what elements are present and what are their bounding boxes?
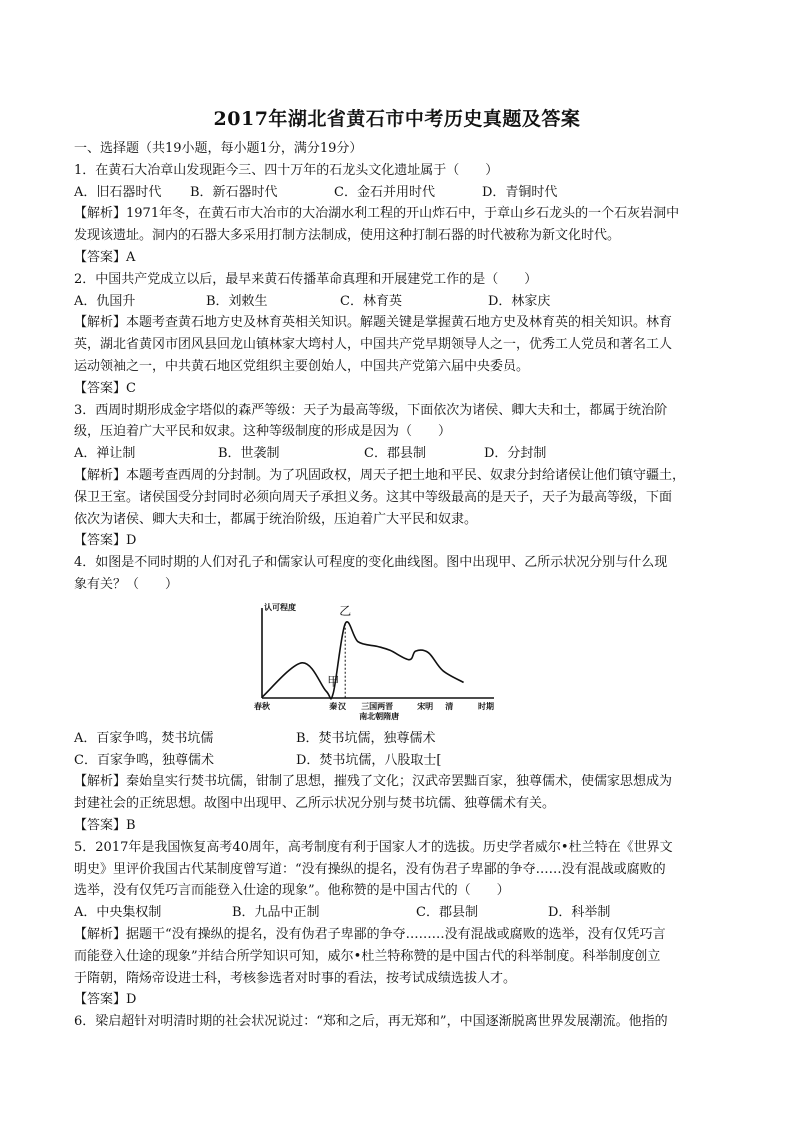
q5-analysis-line: 而能登入仕途的现象”并结合所学知识可知，威尔•杜兰特称赞的是中国古代的科举制度。科举制度创立 [74, 948, 661, 964]
q3-stem-line: 3．西周时期形成金字塔似的森严等级：天子为最高等级，下面依次为诸侯、卿大夫和士，都属于统治阶 [74, 402, 668, 418]
q5-stem-line: 明史》里评价我国古代某制度曾写道：“没有操纵的提名，没有伪君子卑鄙的争夺……没有混战或腐败的 [74, 861, 666, 877]
q5-options [74, 902, 726, 924]
q2-stem: 2．中国共产党成立以后，最早来黄石传播革命真理和开展建党工作的是（ ） [74, 271, 538, 287]
x-axis-label: 时期 [478, 701, 494, 711]
chart-annotation: 甲 [327, 674, 340, 689]
q4-option-d: D．焚书坑儒，八股取士[ [296, 752, 442, 768]
q2-analysis-line: 英，湖北省黄冈市团风县回龙山镇林家大塆村人，中国共产党早期领导人之一，优秀工人党员和著名工人 [74, 337, 673, 353]
chart-annotation: 乙 [339, 603, 352, 618]
q4-stem-line: 4．如图是不同时期的人们对孔子和儒家认可程度的变化曲线图。图中出现甲、乙所示状况分别与什么现 [74, 555, 668, 571]
q4-options-row [74, 728, 726, 750]
document-title: 2017年湖北省黄石市中考历史真题及答案 [213, 108, 581, 130]
q1-option-a: A．旧石器时代 [74, 184, 162, 200]
q1-options [74, 182, 726, 204]
q4-stem-line: 象有关？（ ） [74, 576, 179, 592]
q5-analysis-line: 于隋朝，隋炀帝设进士科，考核参选者对时事的看法，按考试成绩选拔人才。 [74, 970, 517, 986]
q5-option-d: D．科举制 [548, 905, 611, 921]
q3-analysis-line: 保卫王室。诸侯国受分封同时必须向周天子承担义务。这其中等级最高的是天子，天子为最高等级，下面 [74, 489, 673, 505]
q2-option-c: C．林育英 [340, 293, 402, 309]
q2-answer: 【答案】C [74, 380, 136, 396]
q4-analysis-line: 封建社会的正统思想。故图中出现甲、乙所示状况分别与焚书坑儒、独尊儒术有关。 [74, 796, 556, 812]
x-tick-label: 秦 [329, 701, 338, 711]
q3-options [74, 443, 726, 465]
q1-analysis-line: 发现该遗址。洞内的石器大多采用打制方法制成，使用这种打制石器的时代被称为新文化时代。 [74, 228, 621, 244]
q2-option-d: D．林家庆 [488, 293, 551, 309]
q4-chart [74, 602, 726, 724]
q4-answer: 【答案】B [74, 817, 136, 833]
x-tick-label: 三国两晋 [361, 701, 394, 711]
q4-option-a: A．百家争鸣，焚书坑儒 [74, 730, 214, 746]
section-heading: 一、选择题（共19小题，每小题1分，满分19分） [74, 141, 363, 156]
q3-option-b: B．世袭制 [218, 446, 280, 462]
q2-options [74, 291, 726, 313]
q5-answer: 【答案】D [74, 992, 137, 1008]
acceptance-curve-chart [234, 602, 534, 724]
q5-stem-line: 5．2017年是我国恢复高考40周年，高考制度有利于国家人才的选拔。历史学者威尔•杜兰特在《世界文 [74, 839, 673, 855]
q5-stem-line: 选举，没有仅凭巧言而能登入仕途的现象”。他称赞的是中国古代的（ ） [74, 883, 510, 899]
q3-option-c: C．郡县制 [364, 446, 426, 462]
x-tick-label: 宋明 [417, 701, 434, 711]
x-tick-label: 春秋 [254, 701, 270, 711]
x-tick-label: 南北朝隋唐 [359, 711, 400, 721]
q5-analysis-line: 【解析】据题干“没有操纵的提名，没有伪君子卑鄙的争夺………没有混战或腐败的选举，没有仅凭巧言 [74, 926, 666, 942]
q4-analysis-line: 【解析】秦始皇实行焚书坑儒，钳制了思想，摧残了文化；汉武帝罢黜百家，独尊儒术，使儒家思想成为 [74, 774, 673, 790]
q1-analysis-line: 【解析】1971年冬，在黄石市大冶市的大冶湖水利工程的开山炸石中，于章山乡石龙头的一个石灰岩洞中 [74, 206, 680, 222]
q2-option-b: B．刘敕生 [206, 293, 268, 309]
q1-option-d: D．青铜时代 [482, 184, 558, 200]
q6-stem-line: 6．梁启超针对明清时期的社会状况说过：“郑和之后，再无郑和”，中国逐渐脱离世界发展潮流。他指的 [74, 1014, 668, 1030]
q2-analysis-line: 运动领袖之一，中共黄石地区党组织主要创始人，中国共产党第六届中央委员。 [74, 358, 530, 374]
q3-answer: 【答案】D [74, 533, 137, 549]
q5-option-a: A．中央集权制 [74, 905, 162, 921]
q1-option-b: B．新石器时代 [190, 184, 278, 200]
document-body [74, 138, 726, 1033]
q4-option-c: C．百家争鸣，独尊儒术 [74, 752, 214, 768]
q4-option-b: B．焚书坑儒，独尊儒术 [296, 730, 436, 746]
q4-options-row [74, 750, 726, 772]
q3-option-a: A．禅让制 [74, 446, 136, 462]
q1-answer: 【答案】A [74, 249, 136, 265]
q2-option-a: A．仇国升 [74, 293, 136, 309]
q3-analysis-line: 【解析】本题考查西周的分封制。为了巩固政权，周天子把土地和平民、奴隶分封给诸侯让他们镇守疆土， [74, 467, 686, 483]
q5-option-c: C．郡县制 [416, 905, 478, 921]
q2-analysis-line: 【解析】本题考查黄石地方史及林育英相关知识。解题关键是掌握黄石地方史及林育英的相关知识。林育 [74, 315, 673, 331]
q3-analysis-line: 依次为诸侯、卿大夫和士，都属于统治阶级，压迫着广大平民和奴隶。 [74, 511, 478, 527]
q3-option-d: D．分封制 [484, 446, 547, 462]
x-tick-label: 清 [445, 701, 454, 711]
acceptance-curve [262, 622, 464, 699]
x-tick-label: 汉 [338, 701, 346, 711]
y-axis-label: 认可程度 [264, 602, 296, 612]
q5-option-b: B．九品中正制 [232, 905, 320, 921]
q1-stem: 1．在黄石大冶章山发现距今三、四十万年的石龙头文化遗址属于（ ） [74, 162, 499, 178]
q3-stem-line: 级，压迫着广大平民和奴隶。这种等级制度的形成是因为（ ） [74, 424, 452, 440]
q1-option-c: C．金石并用时代 [334, 184, 435, 200]
